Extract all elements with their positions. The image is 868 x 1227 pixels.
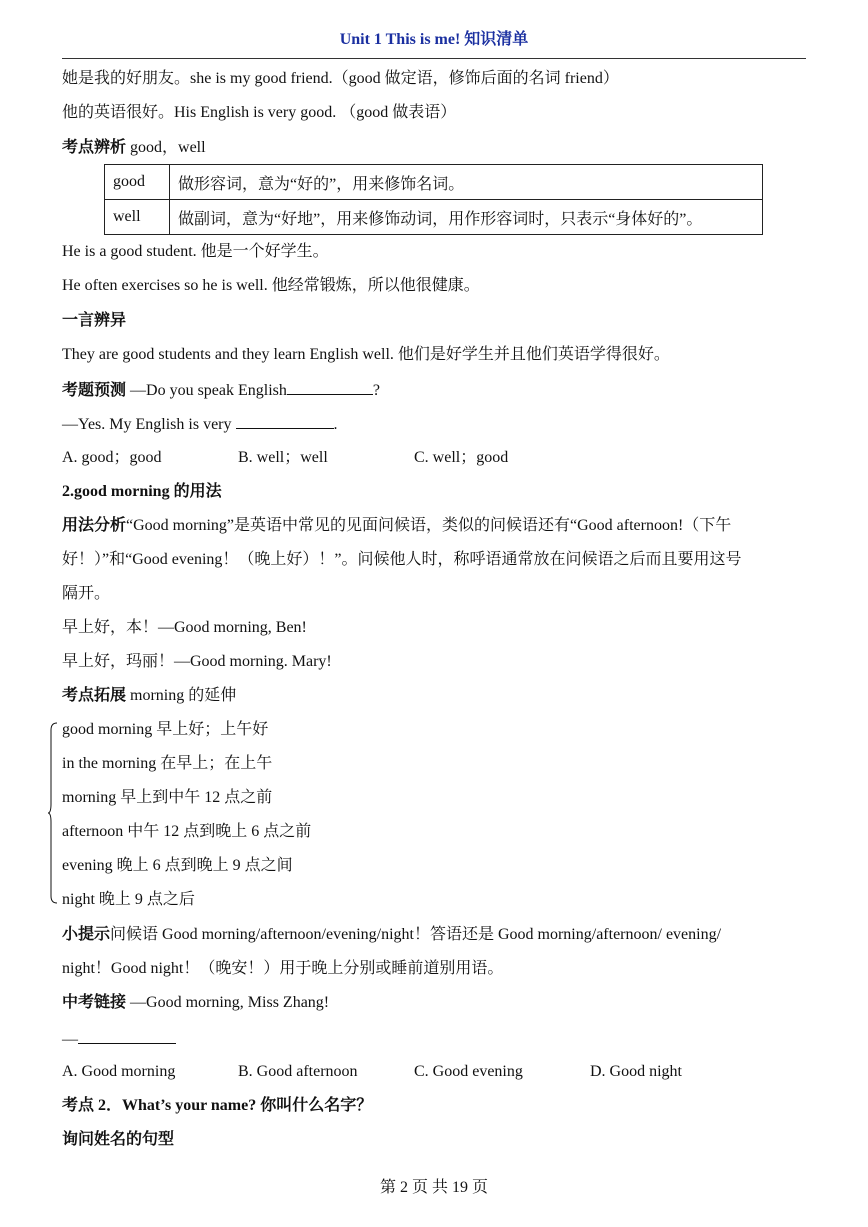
- header-divider: [62, 58, 806, 59]
- list-item: in the morning 在早上；在上午: [62, 755, 273, 772]
- section-label: 一言辨异: [62, 312, 127, 329]
- section-label: 中考链接: [62, 994, 127, 1011]
- page-number: 第 2 页 共 19 页: [379, 1179, 488, 1196]
- table-row: [105, 165, 763, 200]
- answer-blank: [236, 412, 334, 429]
- section-line: [62, 137, 206, 159]
- section-text: good，well: [126, 139, 206, 156]
- table-cell-word: well: [105, 200, 170, 235]
- brace-bracket: [48, 722, 58, 904]
- option-c: C. Good evening: [414, 1063, 523, 1080]
- paragraph-line: 隔开。: [62, 585, 111, 602]
- option-c: C. well；good: [414, 449, 509, 466]
- section-label: 考点辨析: [62, 139, 127, 156]
- question-text: —Do you speak English: [126, 382, 287, 399]
- example-sentence: 早上好，本！—Good morning, Ben!: [62, 619, 307, 636]
- paragraph-line: 好！）”和“Good evening！（晚上好）！”。问候他人时，称呼语通常放在问候语之后而且要用这号: [62, 551, 742, 568]
- option-b: B. Good afternoon: [238, 1063, 358, 1080]
- tip-text: 问候语 Good morning/afternoon/evening/night！答语还是 Good morning/afternoon/ evening/: [110, 926, 722, 943]
- example-sentence: They are good students and they learn English well. 他们是好学生并且他们英语学得很好。: [62, 346, 670, 363]
- option-d: D. Good night: [590, 1063, 682, 1080]
- question-text: —: [62, 1031, 78, 1048]
- table-cell-desc: 做副词，意为“好地”，用来修饰动词，用作形容词时，只表示“身体好的”。: [170, 200, 763, 235]
- comparison-table: [104, 164, 763, 235]
- table-cell-desc: 做形容词，意为“好的”，用来修饰名词。: [170, 165, 763, 200]
- table-cell-word: good: [105, 165, 170, 200]
- question-line: [62, 378, 380, 402]
- section-heading: 询问姓名的句型: [62, 1131, 175, 1148]
- section-heading: 2.good morning 的用法: [62, 483, 222, 500]
- list-item: good morning 早上好；上午好: [62, 721, 269, 738]
- list-item: night 晚上 9 点之后: [62, 891, 195, 908]
- question-line: [62, 1027, 176, 1051]
- section-label: 考点拓展: [62, 687, 127, 704]
- section-label: 小提示: [62, 926, 111, 943]
- list-item: afternoon 中午 12 点到晚上 6 点之前: [62, 823, 312, 840]
- example-sentence: He often exercises so he is well. 他经常锻炼，所以他很健康。: [62, 277, 480, 294]
- example-sentence: 他的英语很好。His English is very good. （good 做表语）: [62, 104, 457, 121]
- question-end: ?: [372, 382, 380, 399]
- tip-line: night！Good night！（晚安！）用于晚上分别或睡前道别用语。: [62, 960, 504, 977]
- example-sentence: He is a good student. 他是一个好学生。: [62, 243, 329, 260]
- list-item: morning 早上到中午 12 点之前: [62, 789, 273, 806]
- section-heading: 考点 2．What’s your name? 你叫什么名字？: [62, 1097, 373, 1114]
- tip-line: [62, 924, 721, 946]
- section-line: [62, 685, 236, 707]
- answer-blank: [78, 1027, 176, 1044]
- option-b: B. well；well: [238, 449, 328, 466]
- question-line: [62, 412, 338, 436]
- question-line: [62, 992, 329, 1014]
- paragraph-line: [62, 515, 731, 537]
- example-sentence: 她是我的好朋友。she is my good friend.（good 做定语，修饰后面的名词 friend）: [62, 70, 619, 87]
- question-end: .: [333, 416, 338, 433]
- section-label: 用法分析: [62, 517, 127, 534]
- option-a: A. good；good: [62, 449, 162, 466]
- question-text: —Good morning, Miss Zhang!: [126, 994, 330, 1011]
- page-header-title: Unit 1 This is me! 知识清单: [339, 31, 529, 48]
- list-item: evening 晚上 6 点到晚上 9 点之间: [62, 857, 293, 874]
- answer-blank: [287, 378, 373, 395]
- paragraph-text: “Good morning”是英语中常见的见面问候语，类似的问候语还有“Good afternoon!（下午: [126, 517, 732, 534]
- section-text: morning 的延伸: [126, 687, 237, 704]
- table-row: [105, 200, 763, 235]
- section-label: 考题预测: [62, 382, 127, 399]
- example-sentence: 早上好，玛丽！—Good morning. Mary!: [62, 653, 332, 670]
- question-text: —Yes. My English is very: [62, 416, 236, 433]
- option-a: A. Good morning: [62, 1063, 176, 1080]
